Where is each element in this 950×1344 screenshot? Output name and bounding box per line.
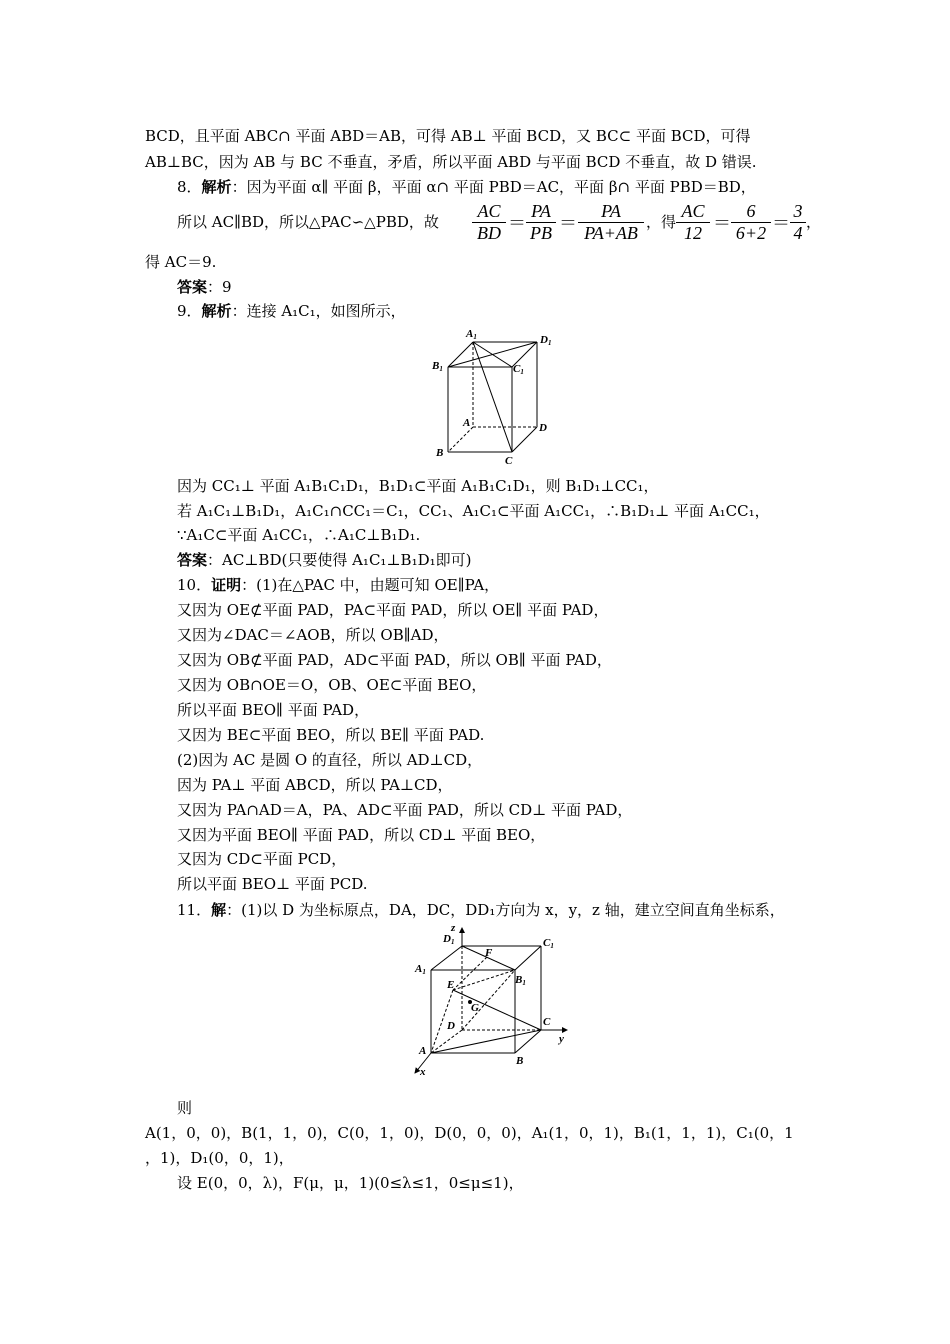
text-run: 所以 AC∥BD，所以△PAC∽△PBD，故 <box>177 213 439 231</box>
item-11-heading <box>177 900 785 920</box>
text-line: 又因为平面 BEO∥ 平面 PAD，所以 CD⊥ 平面 BEO， <box>177 826 546 844</box>
text-line: 又因为 BE⊂平面 BEO，所以 BE∥ 平面 PAD. <box>177 726 485 744</box>
point-label-g: G <box>471 1002 479 1014</box>
text-run: ：(1)在△PAC 中，由题可知 OE∥PA， <box>241 576 500 594</box>
fraction <box>676 201 710 244</box>
answer-label: 答案 <box>177 278 208 296</box>
text-line: 所以平面 BEO⊥ 平面 PCD. <box>177 875 368 893</box>
vertex-label-b: B <box>516 1055 524 1067</box>
answer-line <box>177 550 471 570</box>
item-9-heading <box>177 301 406 321</box>
item-10-heading <box>177 575 499 595</box>
point-label-e: E <box>447 979 455 991</box>
equals-sign: ＝ <box>713 213 731 234</box>
vertex-label-a1: A1 <box>415 963 426 976</box>
vertex-label-c: C <box>505 455 513 467</box>
fraction-denominator: 12 <box>676 222 710 244</box>
text-line: 又因为 PA∩AD＝A，PA、AD⊂平面 PAD，所以 CD⊥ 平面 PAD， <box>177 801 633 819</box>
hidden-edges <box>431 946 541 1053</box>
text-line: 又因为 OB∩OE＝O，OB、OE⊂平面 BEO， <box>177 676 487 694</box>
text-line: 又因为 OB⊄平面 PAD，AD⊂平面 PAD，所以 OB∥ 平面 PAD， <box>177 651 612 669</box>
text-run: ，得 <box>646 213 677 231</box>
coordinate-cube-figure <box>405 920 580 1080</box>
equals-sign: ＝ <box>508 213 526 234</box>
fraction-numerator: PA <box>531 201 551 221</box>
vertex-label-c: C <box>543 1016 551 1028</box>
axis-label-x: x <box>420 1066 426 1078</box>
vertex-label-a: A <box>463 417 471 429</box>
fraction <box>731 201 771 244</box>
text-run: ：(1)以 D 为坐标原点，DA，DC，DD₁方向为 x，y，z 轴，建立空间直角坐标系， <box>226 901 785 919</box>
fraction-numerator: PA <box>601 201 621 221</box>
fraction <box>472 201 506 244</box>
text-line: ，1)，D₁(0，0，1)， <box>145 1149 294 1167</box>
fraction <box>790 201 806 244</box>
vertex-label-c1: C1 <box>543 937 554 950</box>
answer-label: 答案 <box>177 551 208 569</box>
analysis-label: 解析 <box>201 178 232 196</box>
item-number: 8． <box>177 178 202 196</box>
fraction-denominator: 6+2 <box>731 222 771 244</box>
text-line: 所以平面 BEO∥ 平面 PAD， <box>177 701 370 719</box>
text-line: 又因为 OE⊄平面 PAD，PA⊂平面 PAD，所以 OE∥ 平面 PAD， <box>177 601 609 619</box>
vertex-label-a1: A1 <box>466 328 477 341</box>
fraction-numerator: 3 <box>793 201 803 221</box>
answer-line <box>177 277 232 297</box>
vertex-label-b1: B1 <box>515 974 526 987</box>
fraction-numerator: AC <box>681 201 705 221</box>
fraction-denominator: 4 <box>790 222 806 244</box>
text-line: BCD，且平面 ABC∩ 平面 ABD＝AB，可得 AB⊥ 平面 BCD，又 BC⊂ 平面 BCD，可得 <box>145 127 751 145</box>
vertex-label-b: B <box>436 447 444 459</box>
proof-label: 证明 <box>211 576 242 594</box>
text-line: 设 E(0，0，λ)，F(μ，μ，1)(0≤λ≤1，0≤μ≤1)， <box>177 1174 524 1192</box>
vertex-label-c1: C1 <box>513 363 524 376</box>
item-number: 11． <box>177 901 212 919</box>
text-line: 则 <box>177 1099 193 1117</box>
item-8-heading <box>177 177 756 197</box>
fraction-denominator: PA+AB <box>578 222 644 244</box>
text-line: AB⊥BC，因为 AB 与 BC 不垂直，矛盾，所以平面 ABD 与平面 BCD 不垂直，故 D 错误. <box>145 153 757 171</box>
equals-sign: ＝ <box>772 213 790 234</box>
text-line: A(1，0，0)，B(1，1，0)，C(0，1，0)，D(0，0，0)，A₁(1，0，1)，B₁(1，1，1)，C₁(0，1 <box>145 1124 794 1142</box>
cube-figure <box>425 325 560 467</box>
fraction-numerator: 6 <box>746 201 756 221</box>
text-line: (2)因为 AC 是圆 O 的直径，所以 AD⊥CD， <box>177 751 483 769</box>
vertex-label-d1: D1 <box>443 933 455 946</box>
point-label-f: F <box>485 947 493 959</box>
text-line: ∵A₁C⊂平面 A₁CC₁，∴A₁C⊥B₁D₁. <box>177 526 421 544</box>
text-run: ：连接 A₁C₁，如图所示， <box>231 302 406 320</box>
text-run: ：AC⊥BD(只要使得 A₁C₁⊥B₁D₁即可) <box>207 551 472 569</box>
axis-label-z: z <box>451 922 456 934</box>
equals-sign: ＝ <box>559 213 577 234</box>
solution-label: 解 <box>211 901 227 919</box>
text-run: ：9 <box>207 278 232 296</box>
fraction-numerator: AC <box>477 201 501 221</box>
text-line: 因为 CC₁⊥ 平面 A₁B₁C₁D₁，B₁D₁⊂平面 A₁B₁C₁D₁，则 B₁D₁⊥CC₁， <box>177 477 659 495</box>
item-number: 10． <box>177 576 212 594</box>
analysis-label: 解析 <box>201 302 232 320</box>
text-run: ， <box>806 213 822 231</box>
text-line: 因为 PA⊥ 平面 ABCD，所以 PA⊥CD， <box>177 776 453 794</box>
text-line: 若 A₁C₁⊥B₁D₁，A₁C₁∩CC₁＝C₁，CC₁、A₁C₁⊂平面 A₁CC₁，∴B₁D₁⊥ 平面 A₁CC₁， <box>177 502 770 520</box>
item-number: 9． <box>177 302 202 320</box>
vertex-label-b1: B1 <box>432 360 443 373</box>
fraction-denominator: PB <box>526 222 556 244</box>
text-line: 得 AC＝9. <box>145 253 217 271</box>
axis-label-y: y <box>559 1033 564 1045</box>
vertex-label-d: D <box>539 422 547 434</box>
cube-edges <box>448 342 537 452</box>
vertex-label-d1: D1 <box>540 334 552 347</box>
text-line: 又因为 CD⊂平面 PCD， <box>177 850 347 868</box>
vertex-label-d: D <box>447 1020 455 1032</box>
text-run: ：因为平面 α∥ 平面 β，平面 α∩ 平面 PBD＝AC，平面 β∩ 平面 PBD＝BD， <box>231 178 756 196</box>
fraction <box>526 201 556 244</box>
fraction <box>578 201 644 244</box>
vertex-label-a: A <box>419 1045 427 1057</box>
fraction-denominator: BD <box>472 222 506 244</box>
text-line: 又因为∠DAC＝∠AOB，所以 OB∥AD， <box>177 626 449 644</box>
